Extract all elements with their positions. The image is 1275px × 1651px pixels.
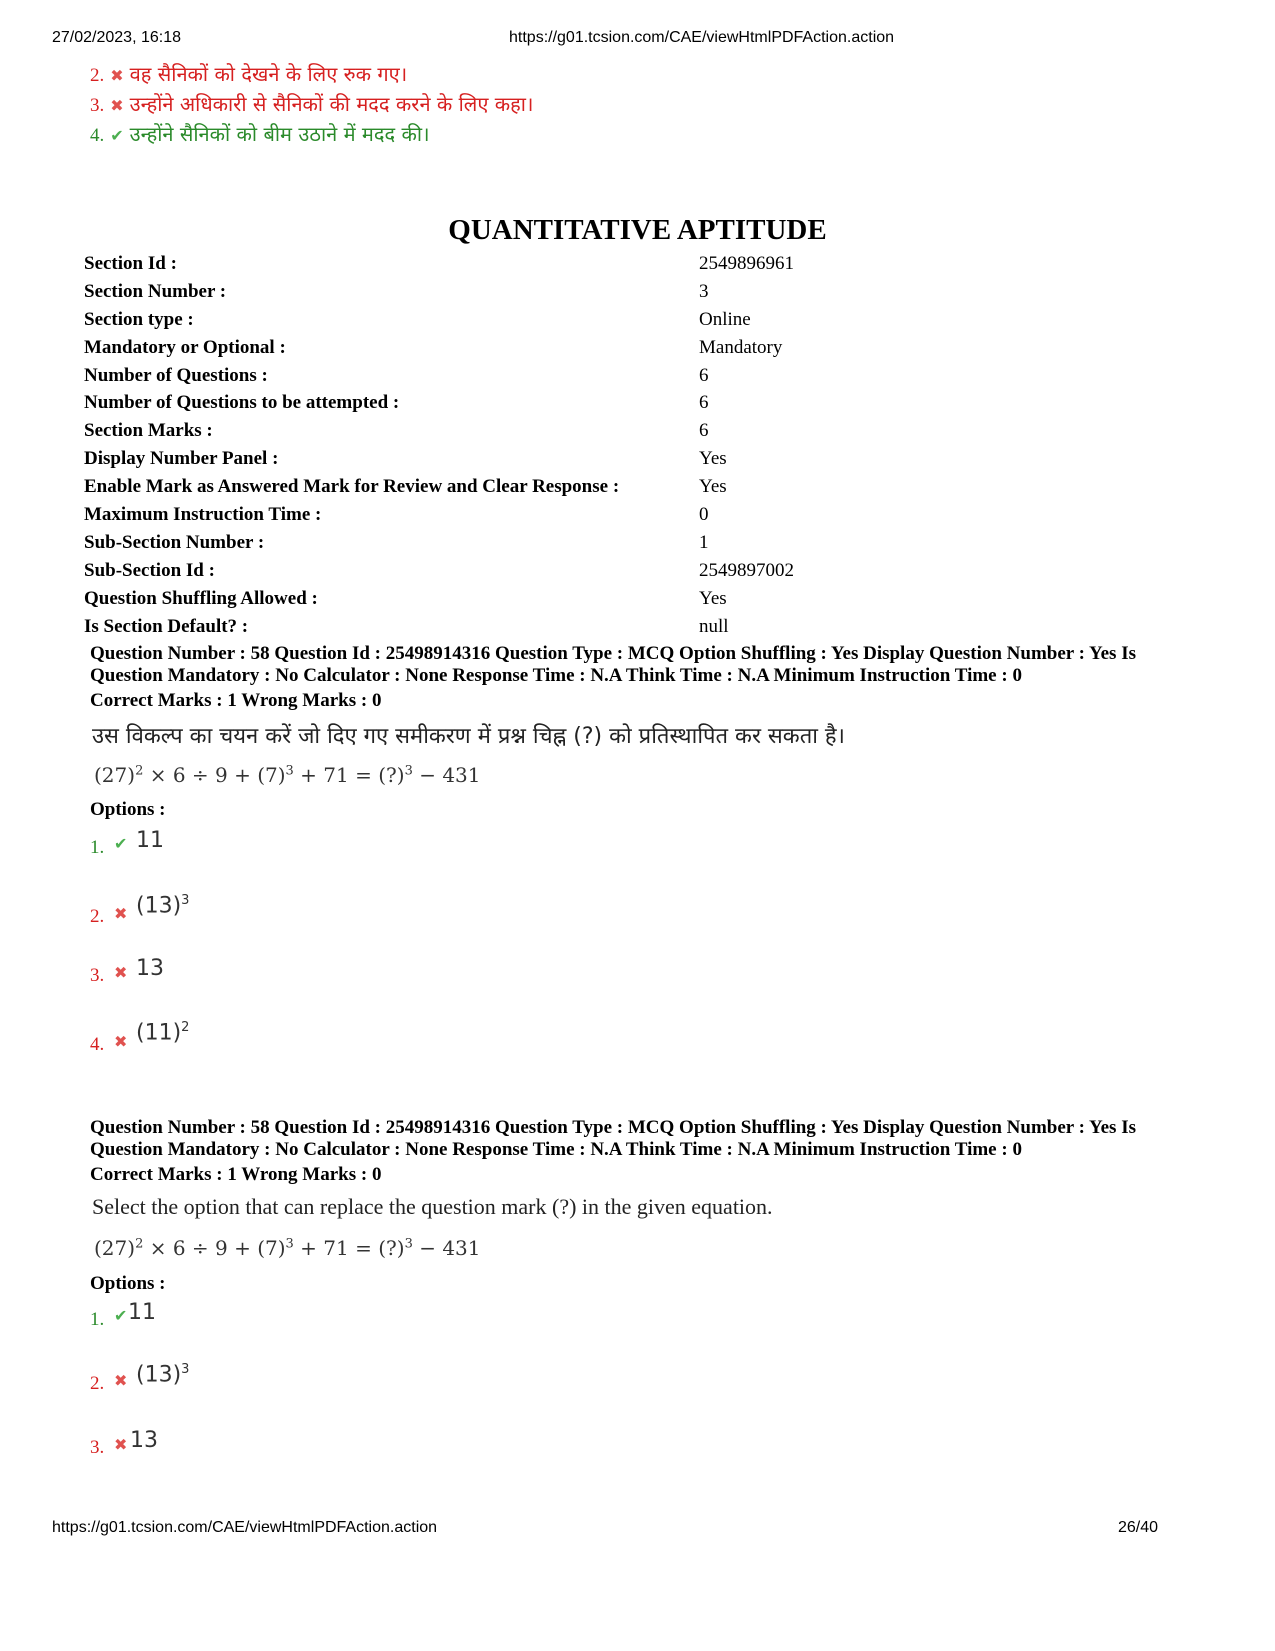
- option-number: 4.: [90, 125, 105, 146]
- row-value: null: [699, 615, 729, 637]
- row-label: Section Id :: [84, 252, 177, 274]
- row-label: Enable Mark as Answered Mark for Review and Clear Response :: [84, 476, 620, 498]
- table-row: [84, 362, 794, 390]
- row-label: Section Number :: [84, 280, 227, 302]
- table-row: [84, 334, 794, 362]
- question-meta: Question Number : 58 Question Id : 25498914316 Question Type : MCQ Option Shuffling : Yes Display Question Number : Yes Is Question Mandatory : No Calculator : None Response Time : N.A Think Time : N.A Minimum Instruction Time : 0: [90, 643, 1136, 686]
- cross-icon: ✖: [110, 66, 124, 85]
- question-text: Select the option that can replace the question mark (?) in the given equation.: [92, 1194, 773, 1219]
- row-value: 2549897002: [699, 559, 794, 581]
- cross-icon: ✖: [114, 965, 128, 982]
- page-number: 26/40: [1118, 1519, 1159, 1536]
- option-number: 3.: [90, 1437, 105, 1458]
- question-marks: Correct Marks : 1 Wrong Marks : 0: [90, 690, 382, 711]
- cross-icon: ✖: [114, 906, 128, 923]
- row-label: Maximum Instruction Time :: [84, 503, 322, 525]
- question-equation: $(27)^2 \times 6 \div 9 + (7)^3 + 71$ = (?)$^3$ − 431: [94, 1236, 481, 1260]
- row-label: Number of Questions :: [84, 364, 268, 386]
- option-number: 4.: [90, 1034, 105, 1055]
- question-marks: Correct Marks : 1 Wrong Marks : 0: [90, 1164, 382, 1185]
- row-value: Online: [699, 308, 751, 330]
- options-label: Options :: [90, 1273, 166, 1294]
- option-number: 1.: [90, 1309, 105, 1330]
- table-row: [84, 613, 794, 641]
- option-number: 3.: [90, 965, 105, 986]
- table-row: [84, 585, 794, 613]
- row-value: 6: [699, 420, 709, 442]
- row-value: 6: [699, 392, 709, 414]
- row-label: Mandatory or Optional :: [84, 336, 286, 358]
- options-label: Options :: [90, 799, 166, 820]
- row-value: Mandatory: [699, 336, 783, 358]
- option-value: $(11)^2$: [136, 1020, 190, 1046]
- option-number: 2.: [90, 1373, 105, 1394]
- table-row: [84, 529, 794, 557]
- section-title: QUANTITATIVE APTITUDE: [448, 214, 827, 246]
- check-icon: ✔: [114, 1308, 128, 1325]
- option-text: उन्होंने सैनिकों को बीम उठाने में मदद की।: [129, 122, 430, 146]
- cross-icon: ✖: [110, 96, 124, 115]
- table-row: [84, 473, 794, 501]
- option-number: 3.: [90, 95, 105, 116]
- row-label: Is Section Default? :: [84, 615, 249, 637]
- option-value: $(13)^3$: [136, 893, 190, 919]
- option-value: 11: [128, 1300, 156, 1325]
- option-value: 13: [136, 956, 164, 981]
- table-row: [84, 417, 794, 445]
- option-value: $(13)^3$: [136, 1362, 190, 1388]
- option-value: 13: [130, 1428, 158, 1453]
- print-url: https://g01.tcsion.com/CAE/viewHtmlPDFAction.action: [509, 29, 895, 46]
- option-text: उन्होंने अधिकारी से सैनिकों की मदद करने के लिए कहा।: [129, 92, 534, 116]
- row-label: Question Shuffling Allowed :: [84, 587, 318, 609]
- row-label: Sub-Section Id :: [84, 559, 215, 581]
- check-icon: ✔: [110, 126, 124, 145]
- row-value: 0: [699, 503, 709, 525]
- prev-option-4: [90, 120, 430, 147]
- cross-icon: ✖: [114, 1034, 128, 1051]
- print-datetime: 27/02/2023, 16:18: [52, 29, 182, 46]
- prev-option-2: [90, 60, 407, 87]
- section-details-table: [84, 250, 794, 640]
- check-icon: ✔: [114, 836, 128, 853]
- row-value: 6: [699, 364, 709, 386]
- option-number: 2.: [90, 65, 105, 86]
- row-value: Yes: [699, 476, 727, 498]
- option-text: वह सैनिकों को देखने के लिए रुक गए।: [129, 62, 408, 86]
- cross-icon: ✖: [114, 1373, 128, 1390]
- row-value: 2549896961: [699, 252, 794, 274]
- table-row: [84, 501, 794, 529]
- question-text: उस विकल्प का चयन करें जो दिए गए समीकरण में प्रश्न चिह्न (?) को प्रतिस्थापित कर सकता है।: [92, 724, 845, 749]
- question-meta: Question Number : 58 Question Id : 25498914316 Question Type : MCQ Option Shuffling : Yes Display Question Number : Yes Is Question Mandatory : No Calculator : None Response Time : N.A Think Time : N.A Minimum Instruction Time : 0: [90, 1117, 1136, 1160]
- table-row: [84, 278, 794, 306]
- table-row: [84, 306, 794, 334]
- table-row: [84, 250, 794, 278]
- table-row: [84, 557, 794, 585]
- row-label: Section Marks :: [84, 420, 213, 442]
- row-value: 1: [699, 531, 709, 553]
- option-value: 11: [136, 828, 164, 853]
- option-number: 1.: [90, 837, 105, 858]
- row-label: Number of Questions to be attempted :: [84, 392, 400, 414]
- row-label: Sub-Section Number :: [84, 531, 265, 553]
- question-equation: $(27)^2 \times 6 \div 9 + (7)^3 + 71$ = (?)$^3$ − 431: [94, 763, 481, 787]
- prev-option-3: [90, 90, 534, 117]
- table-row: [84, 445, 794, 473]
- row-value: 3: [699, 280, 709, 302]
- row-label: Section type :: [84, 308, 194, 330]
- footer-url: https://g01.tcsion.com/CAE/viewHtmlPDFAction.action: [52, 1519, 438, 1536]
- cross-icon: ✖: [114, 1437, 128, 1454]
- option-number: 2.: [90, 906, 105, 927]
- table-row: [84, 389, 794, 417]
- row-value: Yes: [699, 448, 727, 470]
- row-value: Yes: [699, 587, 727, 609]
- row-label: Display Number Panel :: [84, 448, 279, 470]
